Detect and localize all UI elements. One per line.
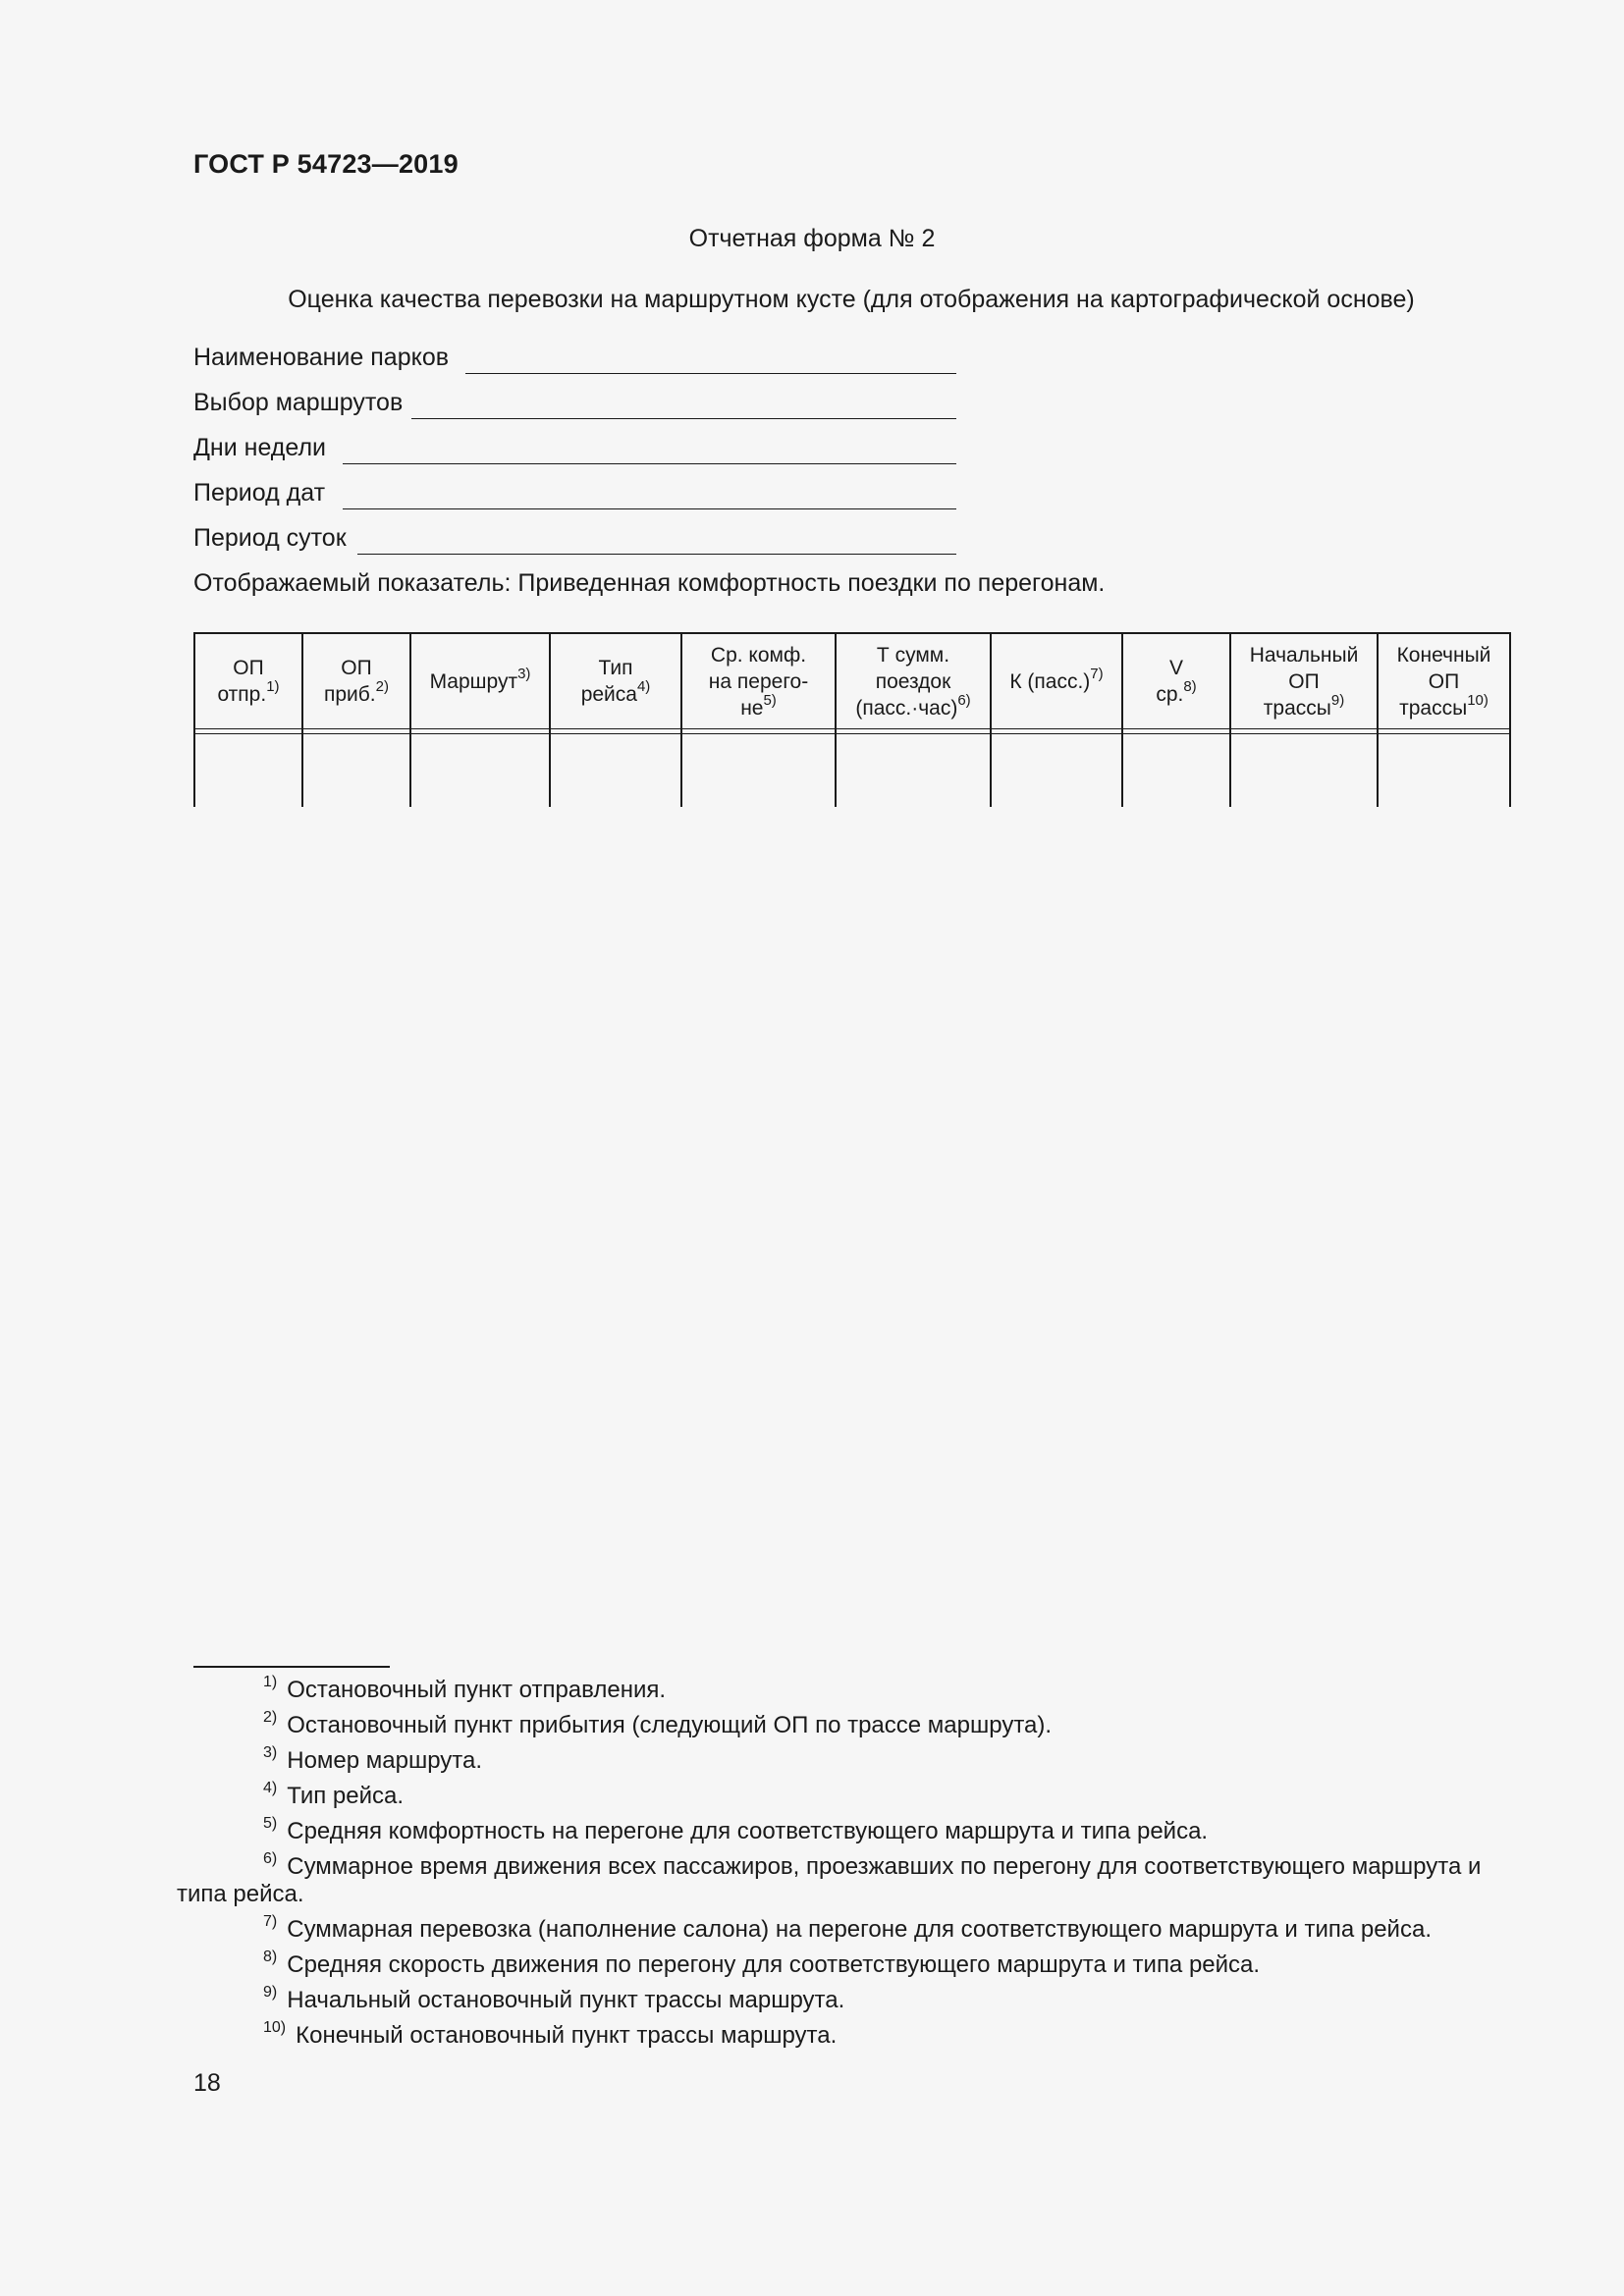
field-date-period-line bbox=[343, 508, 956, 509]
field-routes-line bbox=[411, 418, 956, 419]
col-avg-comfort: Ср. комф. на перего- $не^{5)}$ bbox=[681, 633, 836, 729]
table-header-row bbox=[194, 633, 1510, 729]
footnote-item: $^{2)}$ Остановочный пункт прибытия (следующий ОП по трассе маршрута). bbox=[263, 1709, 1053, 1738]
col-passengers: К (пасс.)$^{7)}$ bbox=[991, 633, 1122, 729]
footnote-divider bbox=[193, 1666, 390, 1668]
table-cell bbox=[836, 734, 991, 808]
field-day-period-line bbox=[357, 554, 956, 555]
col-avg-speed: V ср.$^{8)}$ bbox=[1122, 633, 1230, 729]
footnote-item: $^{5)}$ Средняя комфортность на перегоне для соответствующего маршрута и типа рейса. bbox=[263, 1815, 1209, 1844]
table-cell bbox=[1378, 734, 1510, 808]
footnote-item: $^{10)}$ Конечный остановочный пункт трассы маршрута. bbox=[263, 2019, 838, 2049]
col-op-arrival: ОП приб.$^{2)}$ bbox=[302, 633, 410, 729]
page-number: 18 bbox=[193, 2069, 221, 2097]
document-code: ГОСТ Р 54723—2019 bbox=[193, 149, 459, 179]
report-table bbox=[193, 632, 1511, 807]
field-parks-line bbox=[465, 373, 956, 374]
field-date-period-label: Период дат bbox=[193, 479, 326, 507]
col-op-departure: ОП отпр.$^{1)}$ bbox=[194, 633, 302, 729]
footnote-item: $^{1)}$ Остановочный пункт отправления. bbox=[263, 1674, 667, 1703]
footnote-item: $^{8)}$ Средняя скорость движения по перегону для соответствующего маршрута и типа рейса. bbox=[263, 1949, 1261, 1978]
field-routes-label: Выбор маршрутов bbox=[193, 389, 404, 416]
table-cell bbox=[302, 734, 410, 808]
field-day-period-label: Период суток bbox=[193, 524, 347, 552]
table-cell bbox=[550, 734, 681, 808]
table-cell bbox=[194, 734, 302, 808]
form-subtitle: Оценка качества перевозки на маршрутном кусте (для отображения на картографической основе) bbox=[288, 286, 1415, 313]
table-cell bbox=[1230, 734, 1378, 808]
col-start-stop: Начальный ОП трассы$^{9)}$ bbox=[1230, 633, 1378, 729]
table-cell bbox=[991, 734, 1122, 808]
col-route: Маршрут$^{3)}$ bbox=[410, 633, 550, 729]
footnote-item: $^{4)}$ Тип рейса. bbox=[263, 1780, 405, 1809]
table-cell bbox=[410, 734, 550, 808]
footnote-item: $^{7)}$ Суммарная перевозка (наполнение салона) на перегоне для соответствующего маршрута и типа рейса. bbox=[263, 1913, 1432, 1943]
footnote-item: $^{6)}$ Суммарное время движения всех пассажиров, проезжавших по перегону для соответствующего маршрута и типа рейса. bbox=[177, 1850, 1482, 1907]
table-cell bbox=[1122, 734, 1230, 808]
field-weekdays-label: Дни недели bbox=[193, 434, 327, 461]
form-title: Отчетная форма № 2 bbox=[688, 225, 936, 252]
table-cell bbox=[681, 734, 836, 808]
field-weekdays-line bbox=[343, 463, 956, 464]
displayed-indicator: Отображаемый показатель: Приведенная комфортность поездки по перегонам. bbox=[193, 569, 1106, 597]
col-end-stop: Конечный ОП трассы$^{10)}$ bbox=[1378, 633, 1510, 729]
footnote-item: $^{9)}$ Начальный остановочный пункт трассы маршрута. bbox=[263, 1984, 845, 2013]
col-trip-type: Тип рейса$^{4)}$ bbox=[550, 633, 681, 729]
col-total-time: Т сумм. поездок (пасс.·час)$^{6)}$ bbox=[836, 633, 991, 729]
footnote-item: $^{3)}$ Номер маршрута. bbox=[263, 1744, 483, 1774]
footnotes bbox=[177, 1674, 1509, 2057]
field-parks-label: Наименование парков bbox=[193, 344, 449, 371]
table-row bbox=[194, 734, 1510, 808]
